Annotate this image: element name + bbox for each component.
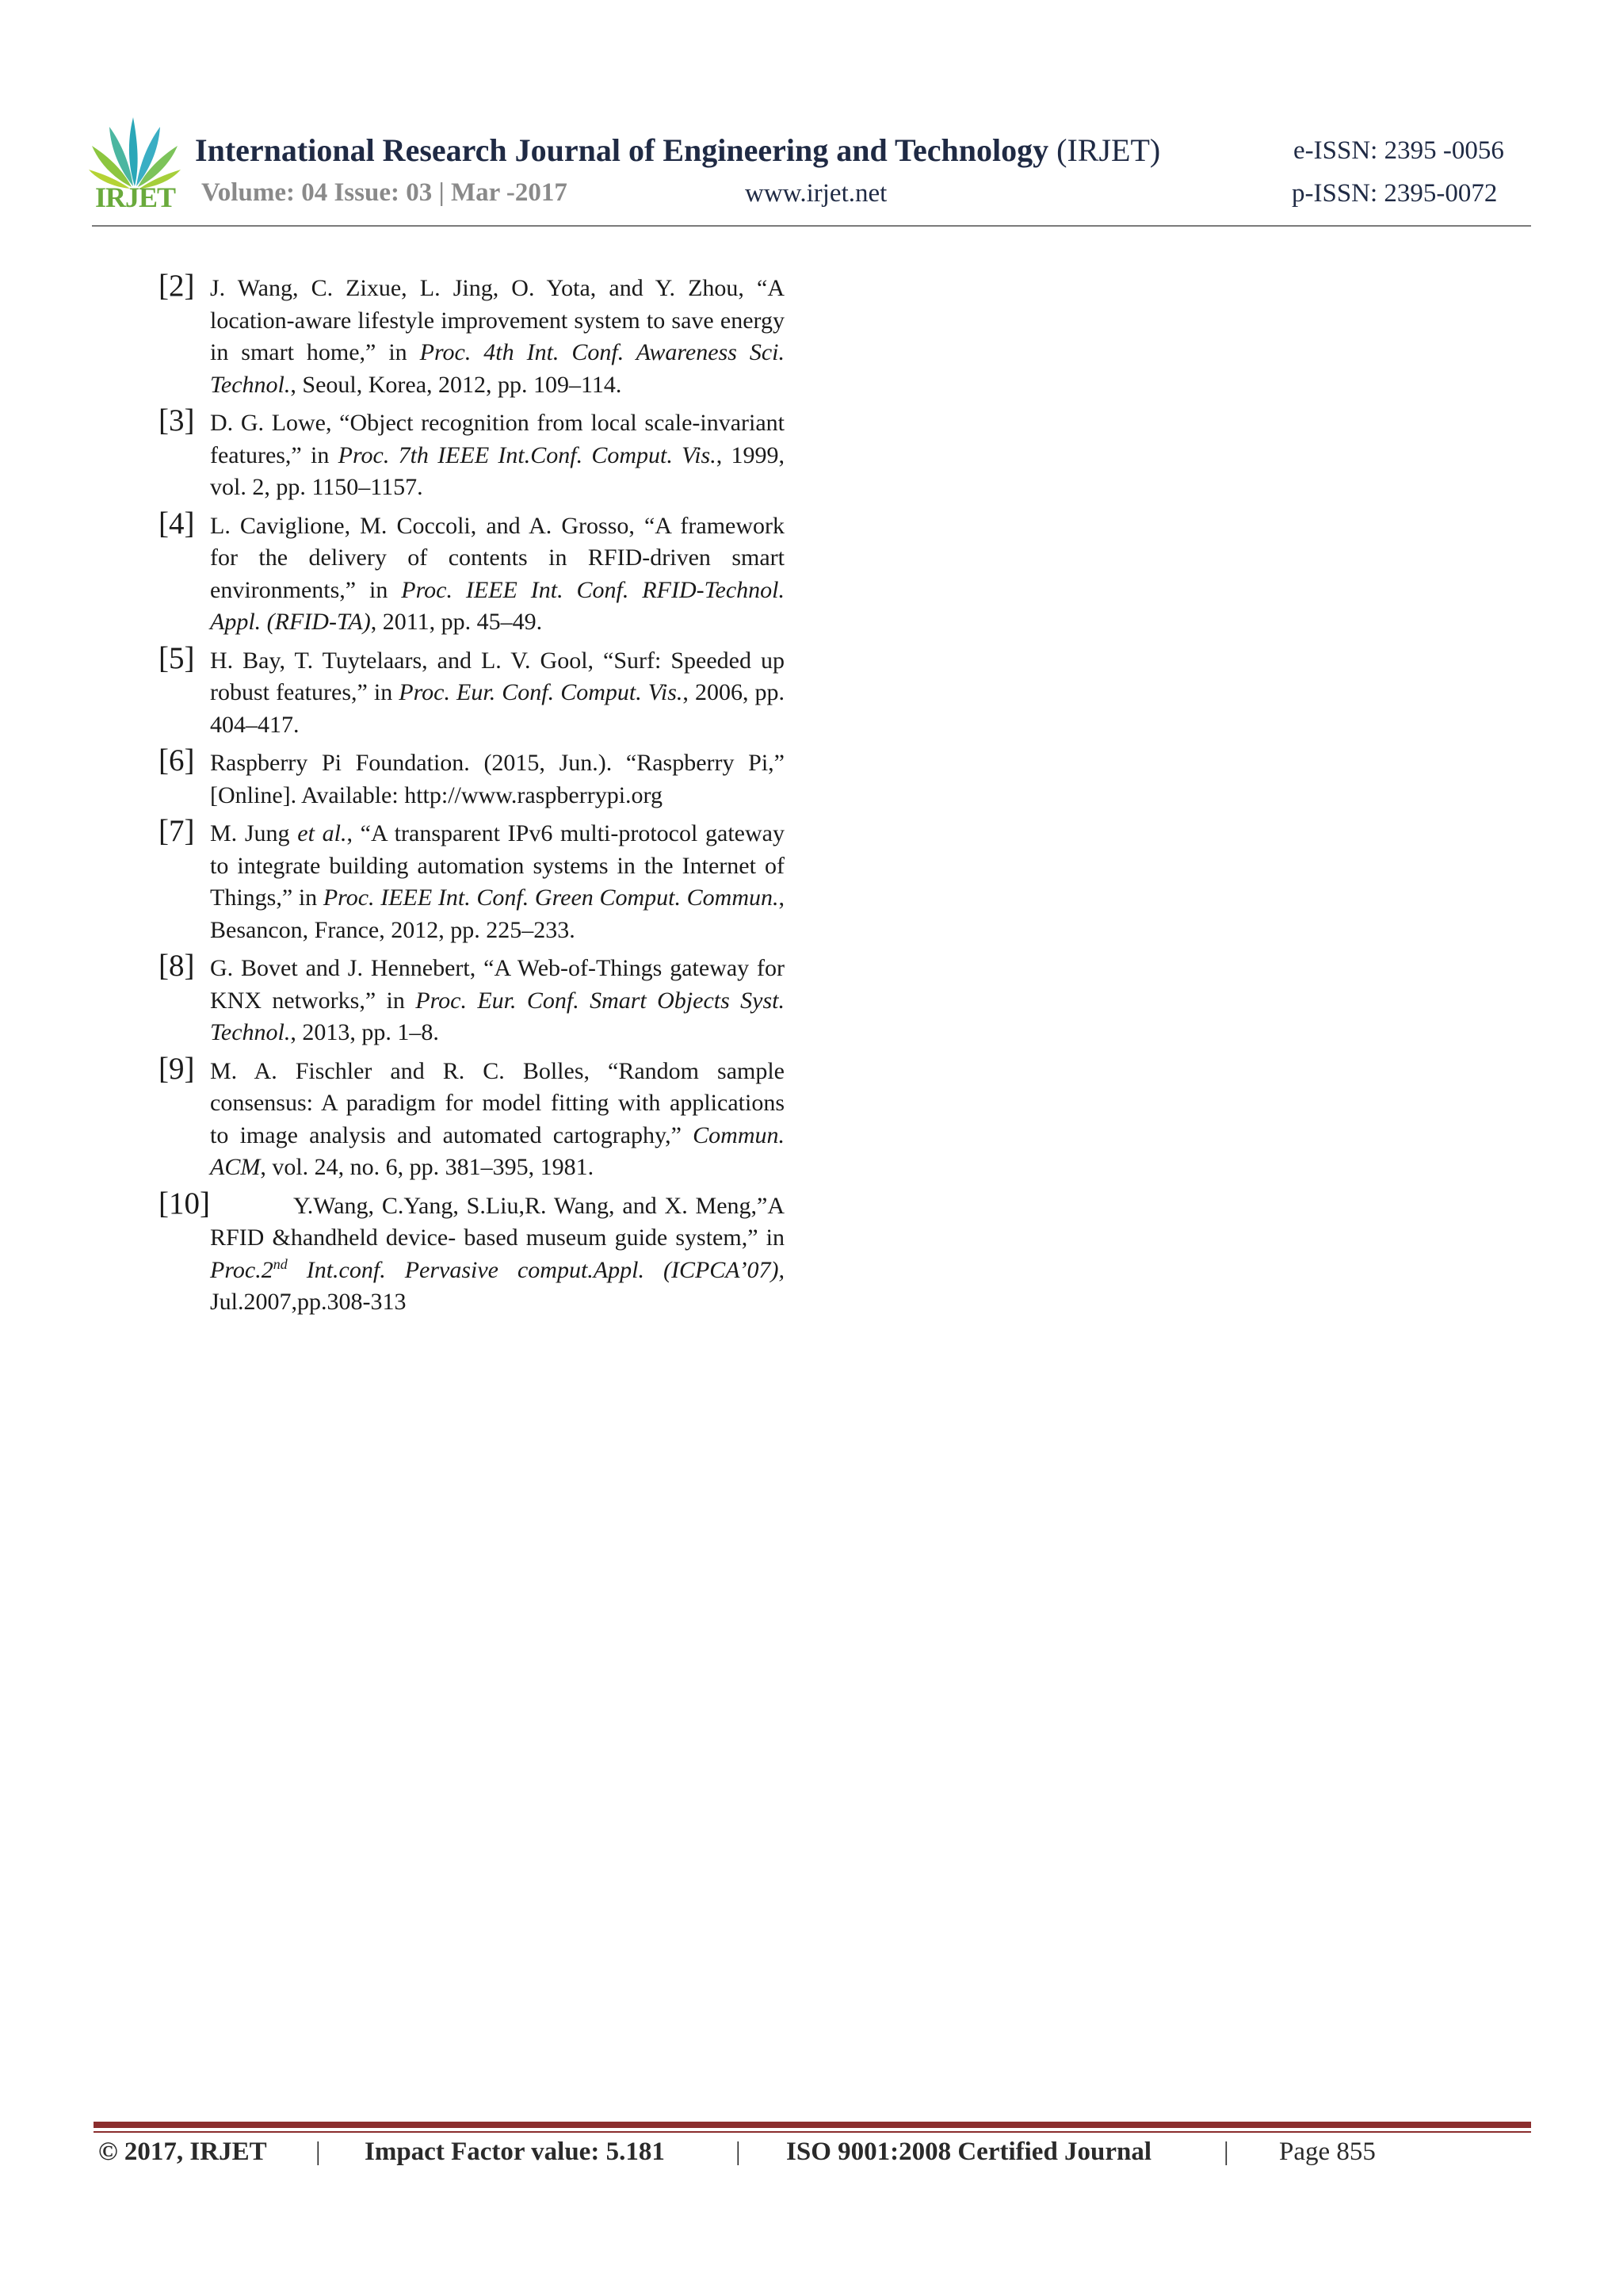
reference-item xyxy=(158,269,785,401)
reference-segment: Int.conf. Pervasive comput.Appl. (ICPCA’07), xyxy=(287,1256,785,1283)
reference-segment: , Besancon, France, 2012, pp. 225–233. xyxy=(210,884,785,943)
reference-segment xyxy=(273,1256,288,1272)
footer-separator: | xyxy=(735,2137,741,2166)
reference-number: [9] xyxy=(158,1051,195,1086)
footer-separator: | xyxy=(1224,2137,1229,2166)
header-divider xyxy=(92,225,1531,227)
references-list xyxy=(158,269,785,1325)
reference-segment: , 2011, pp. 45–49. xyxy=(370,609,543,635)
reference-segment: Proc. IEEE Int. Conf. RFID-Technol. Appl. (RFID-TA) xyxy=(210,576,785,635)
reference-segment: Proc. Eur. Conf. Comput. Vis. xyxy=(399,679,683,705)
reference-segment: Y.Wang, C.Yang, S.Liu,R. Wang, and X. Meng,”A RFID &handheld device- based museum guide system,” in xyxy=(210,1192,785,1251)
reference-number: [7] xyxy=(158,814,195,848)
reference-number: [4] xyxy=(158,506,195,541)
pissn: p-ISSN: 2395-0072 xyxy=(1292,179,1498,208)
reference-number: [8] xyxy=(158,949,195,983)
journal-abbreviation: (IRJET) xyxy=(1056,132,1161,168)
reference-segment: Proc. Eur. Conf. Smart Objects Syst. Technol. xyxy=(210,987,785,1045)
eissn: e-ISSN: 2395 -0056 xyxy=(1293,136,1504,165)
reference-item xyxy=(158,743,785,812)
reference-segment: et al. xyxy=(297,820,347,846)
journal-website-link[interactable]: www.irjet.net xyxy=(745,179,888,208)
reference-number: [6] xyxy=(158,743,195,777)
footer-divider-thin xyxy=(94,2131,1531,2133)
reference-text xyxy=(210,510,785,639)
footer-separator: | xyxy=(315,2137,321,2166)
reference-number: [3] xyxy=(158,403,195,437)
reference-segment: J. Wang, C. Zixue, L. Jing, O. Yota, and Y. Zhou, “A location-aware lifestyle improvement system to save energy in smart home,” in xyxy=(210,275,785,365)
reference-segment: M. A. Fischler and R. C. Bolles, “Random sample consensus: A paradigm for model fitting with applications to image analysis and automated cartography,” xyxy=(210,1057,785,1148)
reference-text xyxy=(210,407,785,504)
reference-number: [10] xyxy=(158,1186,210,1221)
footer-copyright: © 2017, IRJET xyxy=(98,2137,267,2166)
reference-segment: L. Caviglione, M. Coccoli, and A. Grosso, “A framework for the delivery of contents in RFID-driven smart environments,” in xyxy=(210,512,785,603)
reference-number: [5] xyxy=(158,640,195,675)
reference-text xyxy=(210,953,785,1049)
reference-segment: Commun. ACM xyxy=(210,1121,785,1180)
reference-segment: Proc.2 xyxy=(210,1256,273,1283)
volume-issue: Volume: 04 Issue: 03 | Mar -2017 xyxy=(201,178,567,207)
reference-segment: , 1999, vol. 2, pp. 1150–1157. xyxy=(210,441,785,500)
reference-segment: Raspberry Pi Foundation. (2015, Jun.). “Raspberry Pi,” [Online]. Available: http://www.raspberrypi.org xyxy=(210,750,785,808)
reference-segment: , “A transparent IPv6 multi-protocol gateway to integrate building automation systems in the Internet of Things,” in xyxy=(210,820,785,911)
reference-segment: D. G. Lowe, “Object recognition from local scale-invariant features,” in xyxy=(210,410,785,468)
reference-item xyxy=(158,1051,785,1184)
reference-text xyxy=(210,273,785,401)
reference-segment: M. Jung xyxy=(210,820,298,846)
reference-segment: Proc. 7th IEEE Int.Conf. Comput. Vis. xyxy=(338,441,716,468)
reference-segment: H. Bay, T. Tuytelaars, and L. V. Gool, “Surf: Speeded up robust features,” in xyxy=(210,647,785,705)
reference-segment: Jul.2007,pp.308-313 xyxy=(210,1289,407,1315)
reference-item xyxy=(158,949,785,1049)
footer-iso-certification: ISO 9001:2008 Certified Journal xyxy=(786,2137,1152,2166)
reference-segment: , vol. 24, no. 6, pp. 381–395, 1981. xyxy=(260,1154,594,1180)
reference-segment: G. Bovet and J. Hennebert, “A Web-of-Things gateway for KNX networks,” in xyxy=(210,955,785,1014)
reference-text xyxy=(210,818,785,946)
reference-item xyxy=(158,506,785,639)
reference-segment: nd xyxy=(273,1255,288,1272)
reference-text xyxy=(210,747,785,812)
reference-segment: , 2006, pp. 404–417. xyxy=(210,679,785,738)
reference-item xyxy=(158,640,785,742)
page-header xyxy=(0,0,1623,238)
reference-text xyxy=(210,1056,785,1184)
reference-item xyxy=(158,1186,785,1319)
reference-segment: Proc. 4th Int. Conf. Awareness Sci. Technol. xyxy=(210,339,785,398)
reference-segment: Proc. IEEE Int. Conf. Green Comput. Commun. xyxy=(323,884,779,911)
reference-text xyxy=(210,1190,785,1319)
footer-page-number: Page 855 xyxy=(1279,2137,1376,2166)
journal-title-text: International Research Journal of Engineering and Technology xyxy=(195,132,1049,168)
reference-segment: , Seoul, Korea, 2012, pp. 109–114. xyxy=(290,371,622,398)
reference-text xyxy=(210,645,785,742)
journal-title xyxy=(195,132,1160,169)
logo-text: IRJET xyxy=(95,181,176,213)
reference-segment: , 2013, pp. 1–8. xyxy=(290,1019,439,1045)
reference-item xyxy=(158,814,785,946)
footer-divider-thick xyxy=(94,2122,1531,2128)
reference-number: [2] xyxy=(158,269,195,303)
footer-impact-factor: Impact Factor value: 5.181 xyxy=(365,2137,665,2166)
reference-item xyxy=(158,403,785,504)
irjet-logo xyxy=(87,111,182,214)
